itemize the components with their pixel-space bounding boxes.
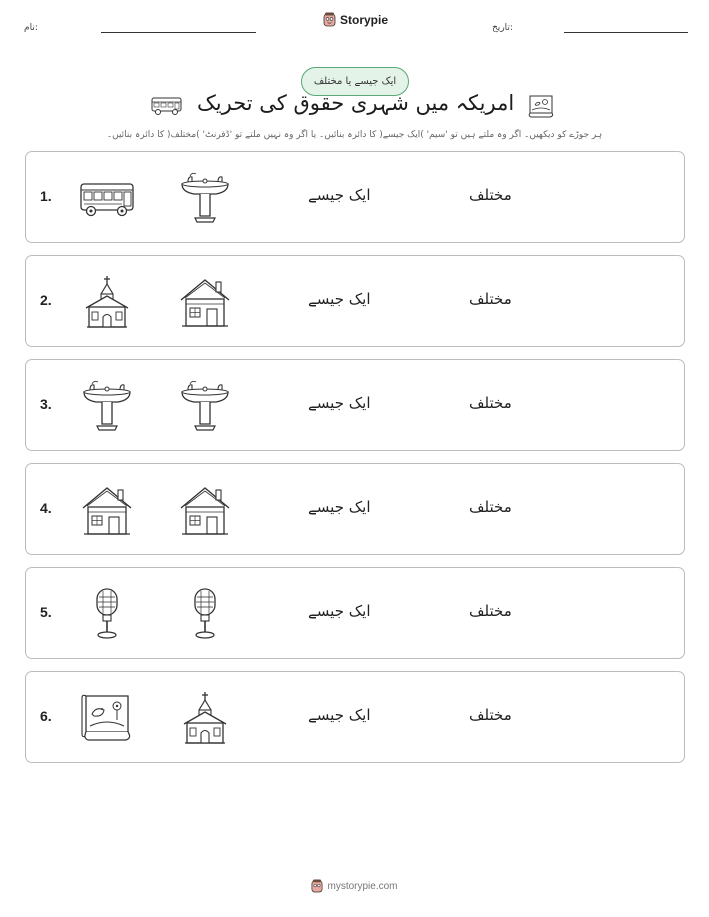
footer (0, 879, 709, 893)
house-icon (176, 274, 234, 330)
bus-icon (151, 96, 183, 116)
option-same[interactable]: ایک جیسے (308, 602, 371, 620)
question-row (25, 151, 685, 243)
poster-icon (78, 690, 136, 746)
option-same[interactable]: ایک جیسے (308, 706, 371, 724)
footer-site: mystorypie.com (327, 880, 398, 892)
option-same[interactable]: ایک جیسے (308, 394, 371, 412)
church-icon (78, 274, 136, 330)
date-label: تاریخ: (492, 23, 513, 33)
option-same[interactable]: ایک جیسے (308, 186, 371, 204)
question-number: 6. (40, 708, 52, 724)
brand-name: Storypie (340, 12, 389, 27)
name-line[interactable] (101, 32, 256, 33)
option-different[interactable]: مختلف (469, 394, 512, 412)
storypie-mascot-icon (311, 879, 323, 893)
question-row (25, 567, 685, 659)
question-number: 4. (40, 500, 52, 516)
microphone-icon (176, 586, 234, 642)
option-different[interactable]: مختلف (469, 602, 512, 620)
question-row (25, 671, 685, 763)
brand-logo (323, 12, 388, 27)
question-row (25, 255, 685, 347)
bus-icon (78, 170, 136, 226)
activity-type-pill: ایک جیسے یا مختلف (301, 67, 409, 96)
option-different[interactable]: مختلف (469, 498, 512, 516)
option-different[interactable]: مختلف (469, 706, 512, 724)
question-number: 5. (40, 604, 52, 620)
water-fountain-icon (176, 378, 234, 434)
water-fountain-icon (78, 378, 136, 434)
microphone-icon (78, 586, 136, 642)
page-title: امریکہ میں شہری حقوق کی تحریک (197, 91, 515, 115)
question-number: 1. (40, 188, 52, 204)
title-row (0, 91, 709, 125)
question-number: 3. (40, 396, 52, 412)
storypie-mascot-icon (323, 12, 336, 27)
worksheet-header (0, 0, 709, 50)
house-icon (78, 482, 136, 538)
question-number: 2. (40, 292, 52, 308)
house-icon (176, 482, 234, 538)
name-label: نام: (24, 23, 38, 33)
question-row (25, 463, 685, 555)
date-line[interactable] (564, 32, 688, 33)
option-same[interactable]: ایک جیسے (308, 498, 371, 516)
instructions: ہر جوڑے کو دیکھیں۔ اگر وہ ملتے ہیں تو 'سیم' )ایک جیسے( کا دائرہ بنائیں۔ یا اگر وہ نہیں ملتے تو 'ڈفرنٹ' )مختلف( کا دائرہ بنائیں۔ (106, 130, 603, 140)
option-different[interactable]: مختلف (469, 290, 512, 308)
question-row (25, 359, 685, 451)
option-same[interactable]: ایک جیسے (308, 290, 371, 308)
poster-icon (527, 93, 555, 119)
church-icon (176, 690, 234, 746)
water-fountain-icon (176, 170, 234, 226)
option-different[interactable]: مختلف (469, 186, 512, 204)
